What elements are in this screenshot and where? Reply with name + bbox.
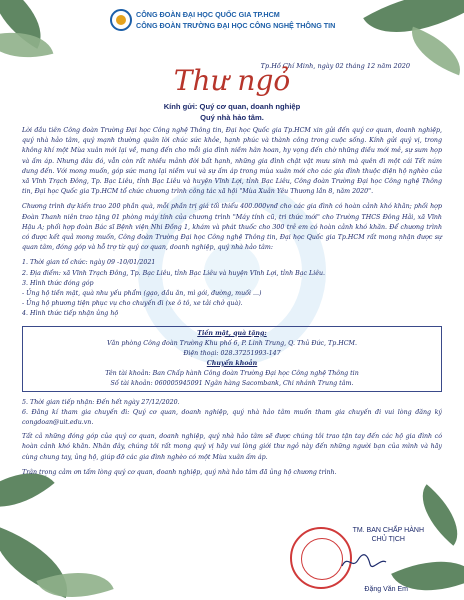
list-item: 1. Thời gian tổ chức: ngày 09 -10/01/2021 [22, 259, 156, 267]
letterhead [110, 9, 335, 31]
paragraph: Trân trọng cảm ơn tấm lòng quý cơ quan, doanh nghiệp, quý nhà hảo tâm đã ủng hộ chương trình. [22, 468, 337, 476]
list-item: 6. Đăng kí tham gia chuyến đi: Quý cơ quan, doanh nghiệp, quý nhà hảo tâm muốn tham gia chuyến đi vui lòng đăng ký congdoan@uit.edu.vn. [22, 408, 442, 427]
handwritten-signature [340, 552, 388, 572]
box-heading: Chuyển khoản [206, 359, 258, 367]
greeting-line-1: Kính gửi: Quý cơ quan, doanh nghiệp [163, 102, 301, 111]
box-line: Văn phòng Công đoàn Trường Khu phố 6, P. Linh Trung, Q. Thủ Đức, Tp.HCM. [106, 339, 357, 347]
list-item: 5. Thời gian tiếp nhận: Đến hết ngày 27/12/2020. [22, 398, 180, 406]
letter-title: Thư ngỏ [173, 64, 291, 97]
box-line: Số tài khoản: 060005945091 Ngân hàng Sacombank, Chi nhánh Trung tâm. [110, 379, 354, 387]
letter-body [22, 126, 442, 483]
signature-title-1: TM. BAN CHẤP HÀNH [352, 527, 424, 534]
paragraph: Chương trình dự kiến trao 200 phần quà, mỗi phần trị giá tối thiểu 400.000vnđ cho các gia đình có hoàn cảnh khó khăn; phối hợp Đoàn Thanh niên trao tặng 01 phòng máy tính của chương trình "Máy tính cũ, tri thức mới" cho Trường THCS Đông Hải, xã Vĩnh Hậu A; phối hợp đoàn Bác sĩ Bệnh viện Nhi Đồng 1, khám và phát thuốc cho 300 trẻ em có hoàn cảnh khó khăn. Để chương trình có được kết quả mong muốn, Công đoàn Trường Đại học Công nghệ Thông tin, Đại học Quốc gia Tp.HCM rất mong nhận được sự quan tâm, đóng góp và hỗ trợ từ quý cơ quan, doanh nghiệp, quý nhà hảo tâm: [22, 203, 442, 252]
details-list-2 [22, 398, 442, 429]
list-item: 3. Hình thức đóng góp [22, 279, 94, 287]
box-heading: Tiền mặt, quà tặng: [197, 329, 267, 337]
paragraph: Tất cả những đóng góp của quý cơ quan, doanh nghiệp, quý nhà hảo tâm sẽ được chúng tôi trao tận tay đến các hộ gia đình có hoàn cảnh khó khăn. Nhân đây, chúng tôi rất mong quý vị hãy vui lòng giới thư ngỏ này đến những người bạn của mình và hãy cùng chung tay, ủng hộ, giúp đỡ các gia đình nghèo có một Mùa xuân ấm áp. [22, 433, 442, 461]
letterhead-line-1: CÔNG ĐOÀN ĐẠI HỌC QUỐC GIA TP.HCM [136, 10, 280, 19]
signature-title-2: CHỦ TỊCH [371, 536, 405, 543]
letterhead-line-2: CÔNG ĐOÀN TRƯỜNG ĐẠI HỌC CÔNG NGHỆ THÔNG TIN [136, 21, 336, 30]
paragraph: Lời đầu tiên Công đoàn Trường Đại học Công nghệ Thông tin, Đại học Quốc gia Tp.HCM xin gửi đến quý cơ quan, doanh nghiệp, quý nhà hảo tâm, quý mạnh thường quân lời chúc sức khỏe, hạnh phúc và thành công trong cuộc sống. Kính gửi quý vị, trong không khí một Mùa xuân mới lại về, mang đến cho mỗi gia đình niềm hân hoan, hy vọng đến chờ những điều mới mẻ, sự sum họp và ấm áp. Nhưng đâu đó, vẫn còn rất nhiều mảnh đời bất hạnh, những gia đình chật vật mưu sinh mà quên đi một cái Tết núm dung đến. Với mong muốn, góp sức mang lại niềm vui và sự ấm áp trong mùa xuân mới cho các gia đình thuộc diện hộ nghèo của xã Vĩnh Trạch Đông, Tp. Bạc Liêu, tỉnh Bạc Liêu và huyện Vĩnh Lợi, tỉnh Bạc Liêu, Công đoàn Trường Đại học Công nghệ Thông tin, Đại học Quốc gia Tp.HCM tổ chức chương trình công tác xã hội "Mùa Xuân Yêu Thương lần 8, năm 2020". [22, 127, 442, 196]
signature-block [353, 526, 424, 544]
greeting [0, 101, 464, 123]
list-item: - Ủng hộ tiền mặt, quà nhu yếu phẩm (gạo, dầu ăn, mì gói, đường, muối ...) [22, 290, 262, 298]
box-line: Tên tài khoản: Ban Chấp hành Công đoàn Trường Đại học Công nghệ Thông tin [105, 369, 359, 377]
list-item: - Ủng hộ phương tiện phục vụ cho chuyến đi (xe ô tô, xe tải chở quà). [22, 300, 243, 308]
box-line: Điện thoại: 028.37251993-147 [183, 349, 281, 357]
details-list [22, 258, 442, 319]
union-logo-icon [110, 9, 132, 31]
signer-name: Đặng Văn Em [364, 586, 408, 593]
list-item: 4. Hình thức tiếp nhận ủng hộ [22, 310, 119, 318]
list-item: 2. Địa điểm: xã Vĩnh Trạch Đông, Tp. Bạc Liêu, tỉnh Bạc Liêu và huyện Vĩnh Lợi, tỉnh Bạc Liêu. [22, 269, 326, 277]
greeting-line-2: Quý nhà hảo tâm. [200, 113, 264, 122]
dateline: Tp.Hồ Chí Minh, ngày 02 tháng 12 năm 2020 [260, 62, 410, 70]
donation-info-box [22, 326, 442, 392]
